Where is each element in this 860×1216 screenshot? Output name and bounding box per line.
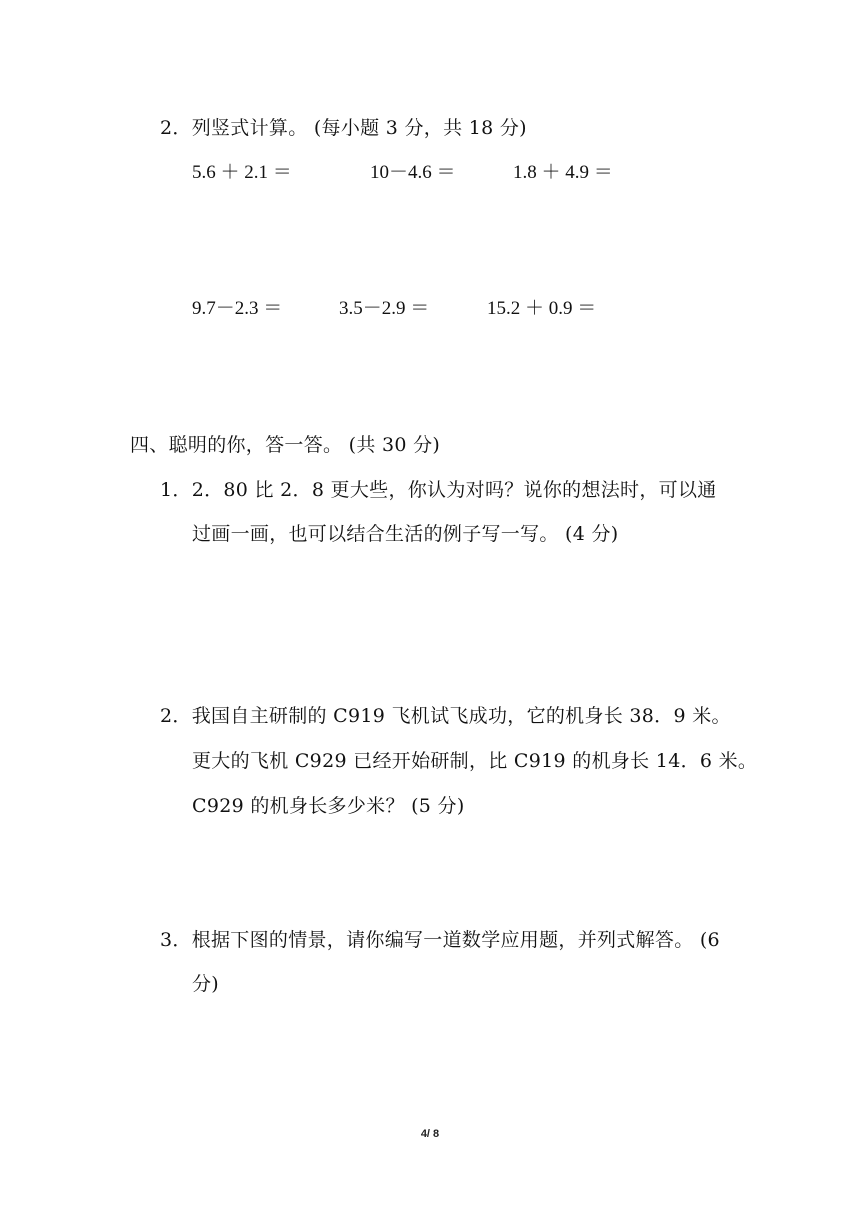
section-4-heading: 四、聪明的你，答一答。 (共 30 分) xyxy=(130,434,441,456)
question-4-2-line-1: 2．我国自主研制的 C919 飞机试飞成功，它的机身长 38．9 米。 xyxy=(160,705,731,727)
calc-item-5: 3.5－2.9 ＝ xyxy=(339,298,430,319)
page-number: 4/ 8 xyxy=(420,1128,440,1140)
calc-item-4: 9.7－2.3 ＝ xyxy=(192,298,283,319)
question-2-heading: 2．列竖式计算。 (每小题 3 分，共 18 分) xyxy=(160,117,527,139)
calc-item-6: 15.2 ＋ 0.9 ＝ xyxy=(487,298,597,319)
question-4-1-line-1: 1．2．80 比 2．8 更大些，你认为对吗？说你的想法时，可以通 xyxy=(160,479,717,501)
question-4-2-line-3: C929 的机身长多少米？ (5 分) xyxy=(192,795,465,817)
calc-item-2: 10－4.6 ＝ xyxy=(370,162,456,183)
question-4-3-line-2: 分) xyxy=(192,973,220,995)
question-4-2-line-2: 更大的飞机 C929 已经开始研制，比 C919 的机身长 14．6 米。 xyxy=(192,750,758,772)
question-4-3-line-1: 3．根据下图的情景，请你编写一道数学应用题，并列式解答。 (6 xyxy=(160,929,720,951)
calc-item-3: 1.8 ＋ 4.9 ＝ xyxy=(513,162,613,183)
calc-item-1: 5.6 ＋ 2.1 ＝ xyxy=(192,162,292,183)
question-4-1-line-2: 过画一画，也可以结合生活的例子写一写。 (4 分) xyxy=(192,523,619,545)
